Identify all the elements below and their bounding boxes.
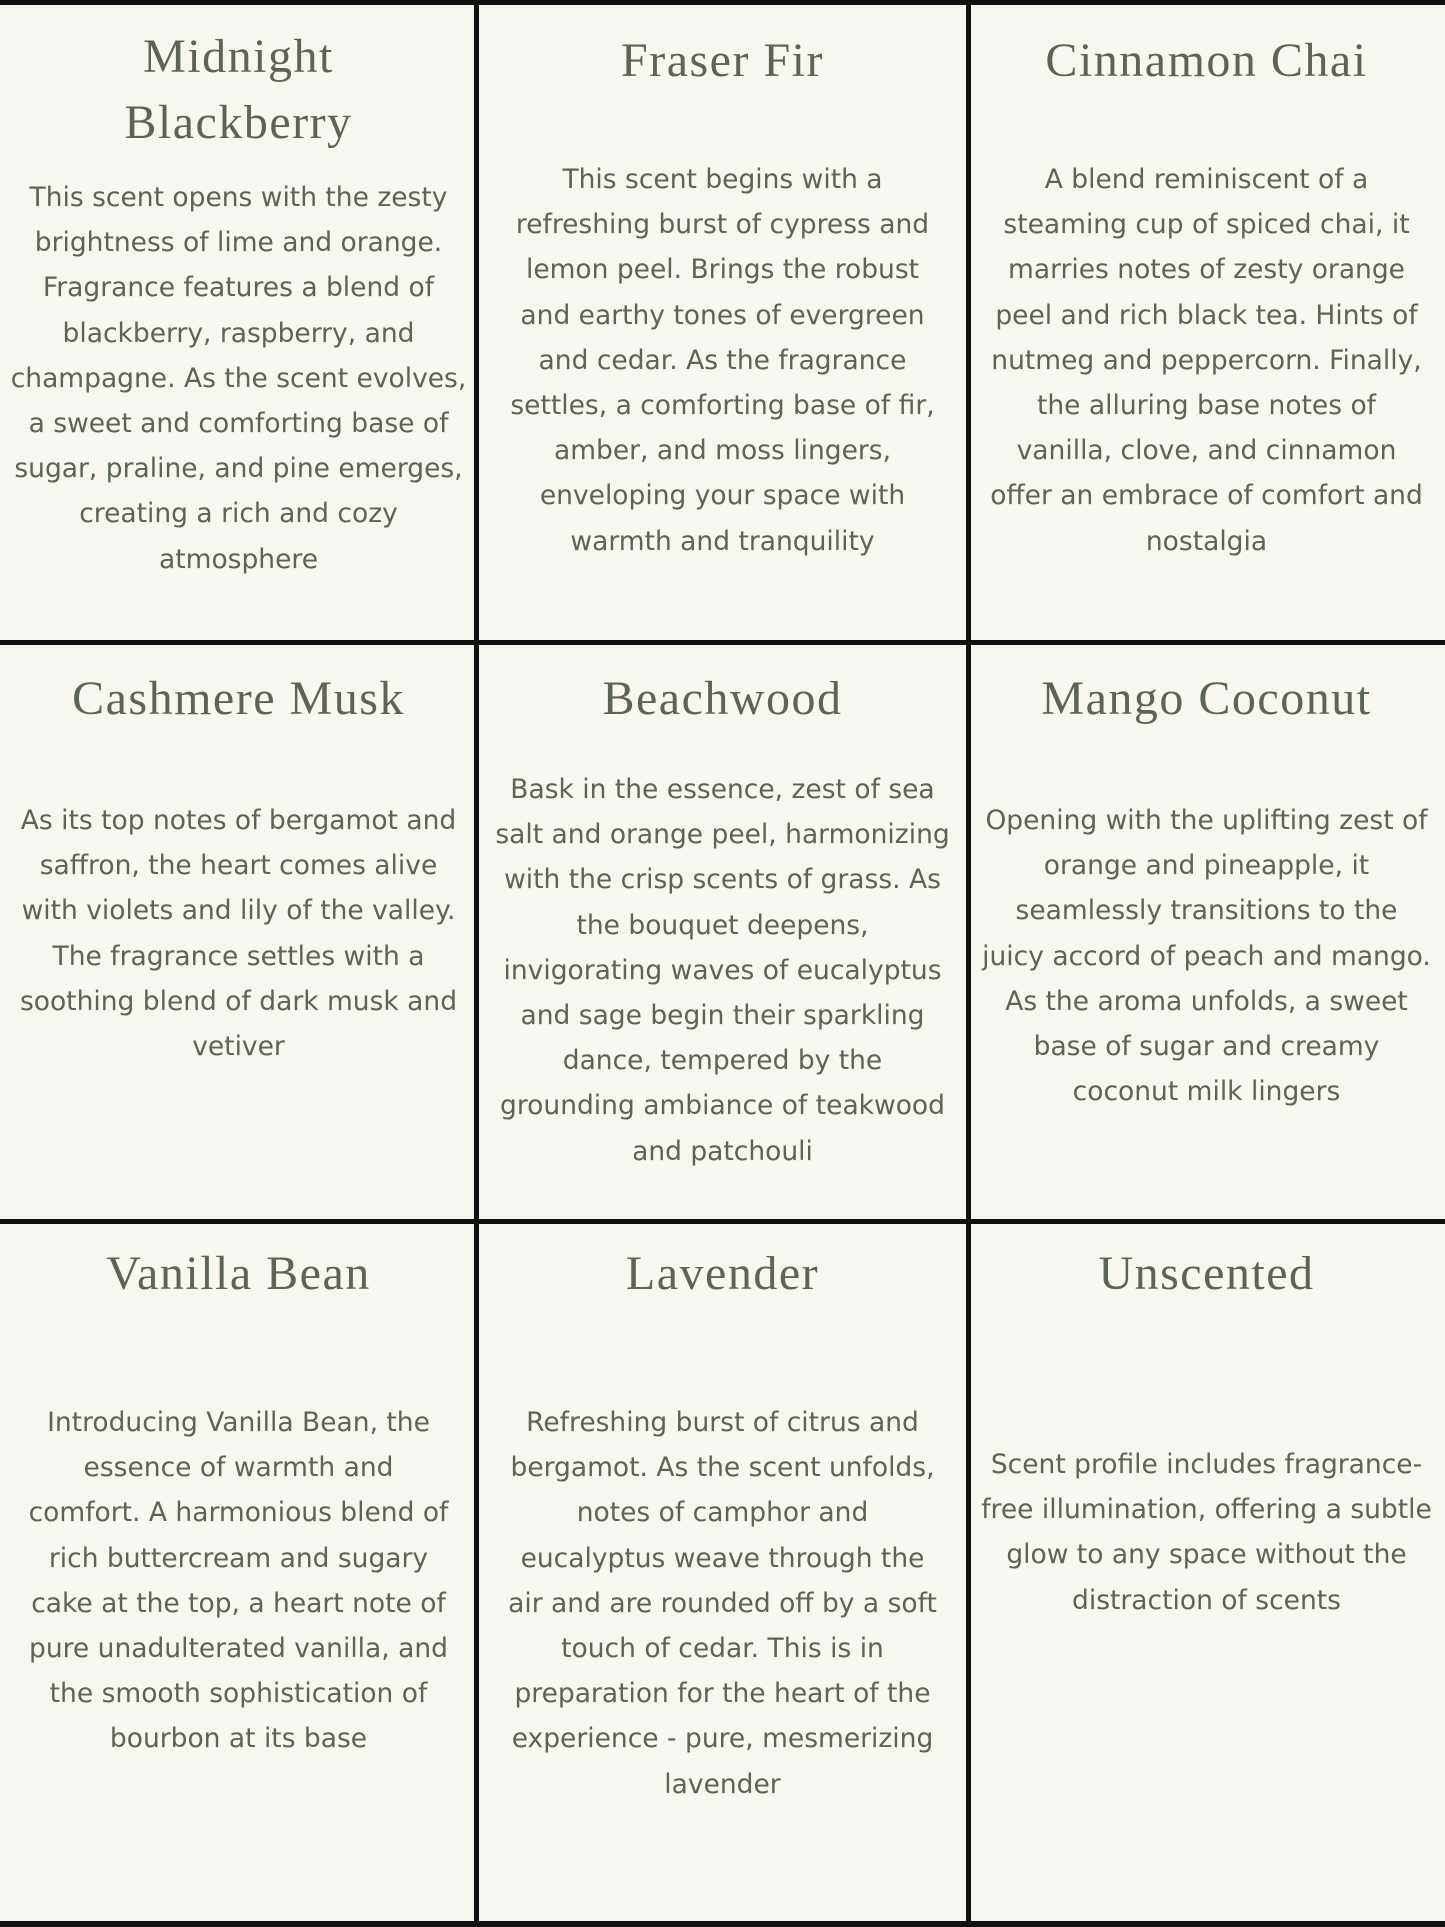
grid-border-bottom xyxy=(0,1921,1445,1927)
grid-divider-col-2 xyxy=(966,0,971,1927)
scent-description: Opening with the uplifting zest of orange and pineapple, it seamlessly transitions to the juicy accord of peach and mango. As the aroma unfolds, a sweet base of sugar and creamy coconut milk lingers xyxy=(982,805,1431,1108)
scent-description: Scent profile includes fragrance-free illumination, offering a subtle glow to any space without the distraction of scents xyxy=(981,1449,1432,1616)
scent-card-fraser-fir xyxy=(477,0,968,643)
scent-title: Vanilla Bean xyxy=(106,1247,371,1300)
scent-description: Bask in the essence, zest of sea salt and orange peel, harmonizing with the crisp scents of grass. As the bouquet deepens, invigorating waves of eucalyptus and sage begin their sparkling dance, tempered by the grounding ambiance of teakwood and patchouli xyxy=(495,774,950,1167)
scent-description: Refreshing burst of citrus and bergamot. As the scent unfolds, notes of camphor and eucalyptus weave through the air and are rounded off by a soft touch of cedar. This is in preparation for the heart of the experience - pure, mesmerizing lavender xyxy=(508,1407,937,1800)
scent-card-vanilla-bean xyxy=(0,1221,477,1927)
grid-divider-col-1 xyxy=(474,0,479,1927)
scent-card-lavender xyxy=(477,1221,968,1927)
scent-title: Lavender xyxy=(625,1247,820,1300)
scent-card-cashmere-musk xyxy=(0,643,477,1221)
scent-title: Mango Coconut xyxy=(1041,672,1372,725)
grid-divider-row-1 xyxy=(0,640,1445,645)
scent-card-mango-coconut xyxy=(968,643,1445,1221)
scent-title: Fraser Fir xyxy=(621,34,824,87)
scent-description: This scent opens with the zesty brightness of lime and orange. Fragrance features a blend of blackberry, raspberry, and champagne. As the scent evolves, a sweet and comforting base of sugar, praline, and pine emerges, creating a rich and cozy atmosphere xyxy=(10,182,467,575)
scent-card-beachwood xyxy=(477,643,968,1221)
grid-divider-row-2 xyxy=(0,1219,1445,1224)
scent-title: Beachwood xyxy=(602,672,843,725)
scent-card-midnight-blackberry xyxy=(0,0,477,643)
scent-title: Cinnamon Chai xyxy=(1045,34,1368,87)
scent-description: This scent begins with a refreshing burst of cypress and lemon peel. Brings the robust and earthy tones of evergreen and cedar. As the fragrance settles, a comforting base of fir, amber, and moss lingers, enveloping your space with warmth and tranquility xyxy=(510,164,935,557)
scent-description: As its top notes of bergamot and saffron, the heart comes alive with violets and lily of the valley. The fragrance settles with a soothing blend of dark musk and vetiver xyxy=(19,805,458,1063)
scent-description: A blend reminiscent of a steaming cup of spiced chai, it marries notes of zesty orange peel and rich black tea. Hints of nutmeg and peppercorn. Finally, the alluring base notes of vanilla, clove, and cinnamon offer an embrace of comfort and nostalgia xyxy=(990,164,1423,557)
scent-title: Cashmere Musk xyxy=(72,672,405,725)
scent-card-cinnamon-chai xyxy=(968,0,1445,643)
scent-card-unscented xyxy=(968,1221,1445,1927)
grid-border-top xyxy=(0,0,1445,5)
scent-description: Introducing Vanilla Bean, the essence of warmth and comfort. A harmonious blend of rich buttercream and sugary cake at the top, a heart note of pure unadulterated vanilla, and the smooth sophistication of bourbon at its base xyxy=(28,1407,449,1755)
scent-title: Unscented xyxy=(1098,1247,1315,1300)
scent-title: Midnight Blackberry xyxy=(124,30,353,149)
